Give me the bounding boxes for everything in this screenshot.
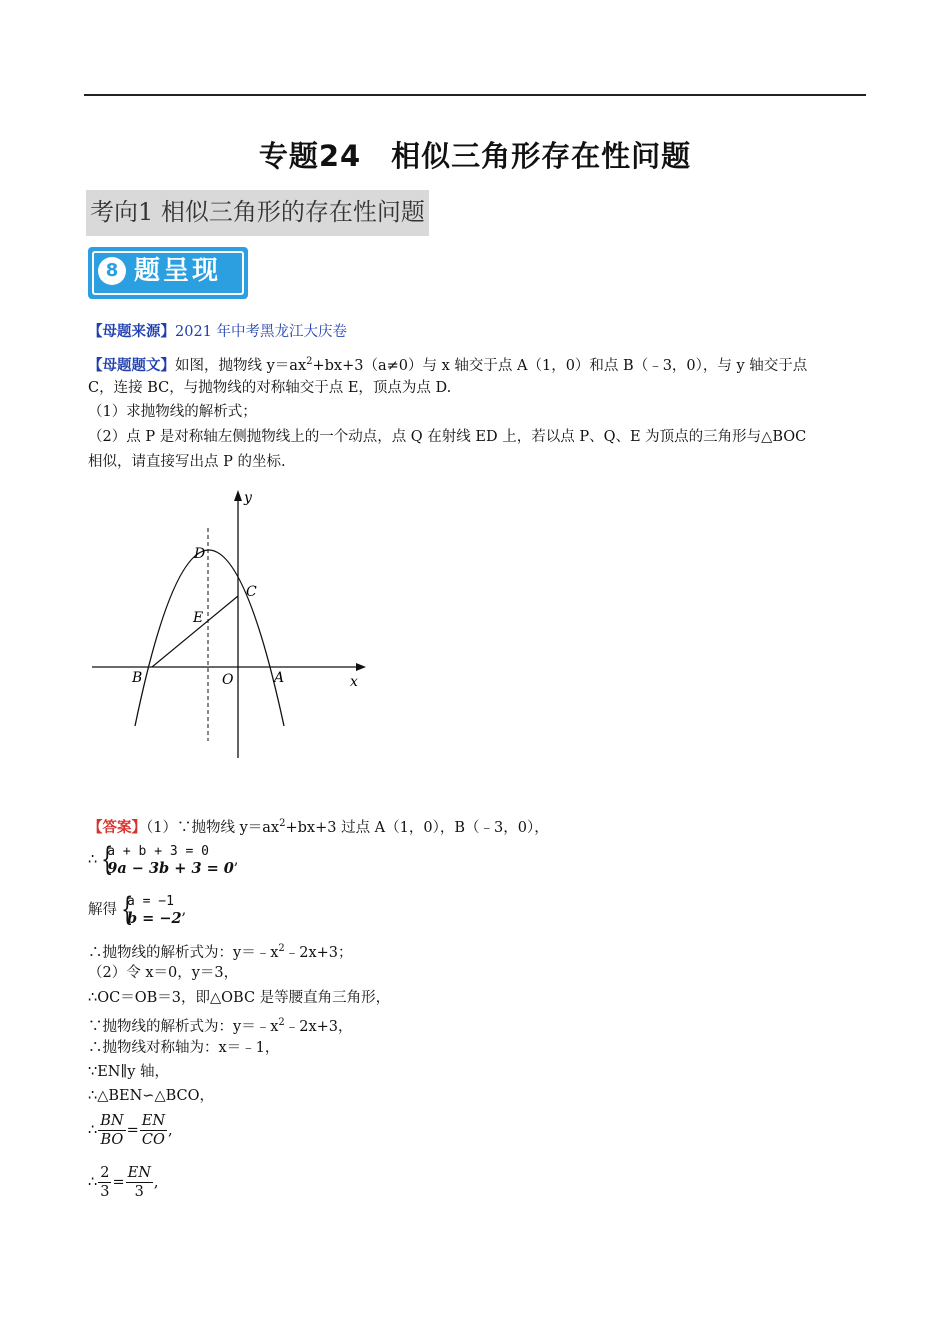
comma-3: ,	[168, 1122, 173, 1139]
parabola-figure	[90, 486, 380, 766]
label-d: D	[194, 546, 206, 562]
answer-text-6a: ∵抛物线的解析式为：y＝﹣x	[88, 1018, 279, 1035]
answer-line-3	[88, 939, 353, 963]
fraction-line-1	[88, 1112, 173, 1149]
answer-line-7: ∴抛物线对称轴为：x＝﹣1，	[88, 1040, 280, 1056]
answer-sup-3: 2	[278, 943, 285, 954]
solution-a: a = −1	[127, 894, 174, 909]
system-equations	[88, 840, 239, 878]
fraction-line-2	[88, 1164, 159, 1201]
therefore-symbol-2: ∴	[88, 1122, 98, 1139]
solve-label: 解得	[88, 902, 117, 918]
header-rule	[84, 94, 866, 96]
x-axis-arrow	[356, 663, 366, 671]
segment-bc	[152, 596, 238, 667]
equals-sign: =	[126, 1122, 139, 1139]
fraction-en-3	[126, 1164, 153, 1201]
answer-line-8: ∵EN∥y 轴，	[88, 1064, 169, 1080]
answer-text-3b: ﹣2x+3；	[284, 944, 353, 961]
solution-braces	[117, 890, 182, 928]
y-axis-arrow	[234, 490, 242, 501]
label-a: A	[274, 670, 285, 686]
brace: {	[101, 840, 114, 878]
label-y: y	[244, 490, 252, 506]
solution-b: b = −2	[127, 910, 182, 927]
brace-2: {	[121, 890, 134, 928]
problem-sup: 2	[306, 356, 313, 367]
label-b: B	[132, 670, 143, 686]
fraction-2-3	[98, 1164, 111, 1201]
label-e: E	[193, 610, 204, 626]
fraction-numerator: EN	[127, 1165, 151, 1181]
answer-sup-6: 2	[278, 1017, 285, 1028]
comma-2: ,	[181, 902, 187, 918]
question-2: （2）点 P 是对称轴左侧抛物线上的一个动点，点 Q 在射线 ED 上，若以点 P、Q、E 为顶点的三角形与△BOC	[88, 429, 807, 445]
answer-line-9: ∴△BEN∽△BCO，	[88, 1088, 215, 1104]
label-c: C	[246, 584, 257, 600]
answer-line-5: ∴OC＝OB＝3，即△OBC 是等腰直角三角形，	[88, 990, 391, 1006]
fraction-numerator: EN	[141, 1113, 166, 1129]
label-x: x	[350, 674, 358, 690]
answer-line-6	[88, 1013, 353, 1037]
answer-line-1	[88, 814, 549, 838]
fraction-numerator: BN	[100, 1113, 124, 1129]
question-1: （1）求抛物线的解析式；	[88, 404, 257, 420]
answer-sup-1: 2	[279, 818, 286, 829]
source-tag: 【母题来源】	[88, 323, 175, 340]
answer-line-4: （2）令 x＝0，y＝3，	[88, 965, 239, 981]
label-o: O	[222, 672, 234, 688]
therefore-symbol: ∴	[88, 852, 98, 868]
problem-text-1b: +bx+3（a≠0）与 x 轴交于点 A（1，0）和点 B（﹣3，0），与 y 轴交于点	[312, 357, 808, 374]
answer-text-3a: ∴抛物线的解析式为：y＝﹣x	[88, 944, 279, 961]
section-heading: 考向1 相似三角形的存在性问题	[86, 190, 429, 236]
fraction-bn-bo	[98, 1112, 125, 1149]
comma: ,	[233, 852, 239, 868]
answer-text-1a: （1）∵抛物线 y＝ax	[146, 819, 280, 836]
equals-sign-2: =	[112, 1174, 125, 1191]
answer-tag: 【答案】	[88, 818, 146, 836]
answer-text-1b: +bx+3 过点 A（1，0），B（﹣3，0），	[285, 819, 549, 836]
problem-tag: 【母题题文】	[88, 356, 175, 374]
parabola-curve	[135, 550, 284, 726]
badge-label: 题呈现	[134, 256, 222, 286]
solution-system	[88, 890, 187, 928]
problem-text-1a: 如图，抛物线 y＝ax	[175, 357, 307, 374]
equation-1: a + b + 3 = 0	[107, 844, 209, 859]
answer-text-6b: ﹣2x+3，	[284, 1018, 353, 1035]
fraction-denominator: CO	[141, 1132, 165, 1148]
problem-badge	[88, 247, 248, 299]
equation-system	[97, 840, 234, 878]
fraction-numerator: 2	[100, 1165, 110, 1181]
fraction-denominator: 3	[100, 1184, 110, 1200]
equation-2: 9a − 3b + 3 = 0	[107, 860, 234, 877]
page-title: 专题24 相似三角形存在性问题	[258, 139, 692, 173]
source-text: 2021 年中考黑龙江大庆卷	[175, 324, 348, 340]
badge-icon: 8	[98, 257, 126, 285]
fraction-en-co	[140, 1112, 167, 1149]
fraction-denominator: 3	[134, 1184, 144, 1200]
source-line	[88, 322, 347, 342]
problem-line-2: C，连接 BC，与抛物线的对称轴交于点 E，顶点为点 D.	[88, 380, 452, 396]
problem-line-1	[88, 352, 807, 376]
comma-4: ,	[153, 1174, 159, 1191]
fraction-denominator: BO	[100, 1132, 124, 1148]
question-2-cont: 相似，请直接写出点 P 的坐标.	[88, 454, 286, 470]
therefore-symbol-3: ∴	[88, 1174, 98, 1191]
